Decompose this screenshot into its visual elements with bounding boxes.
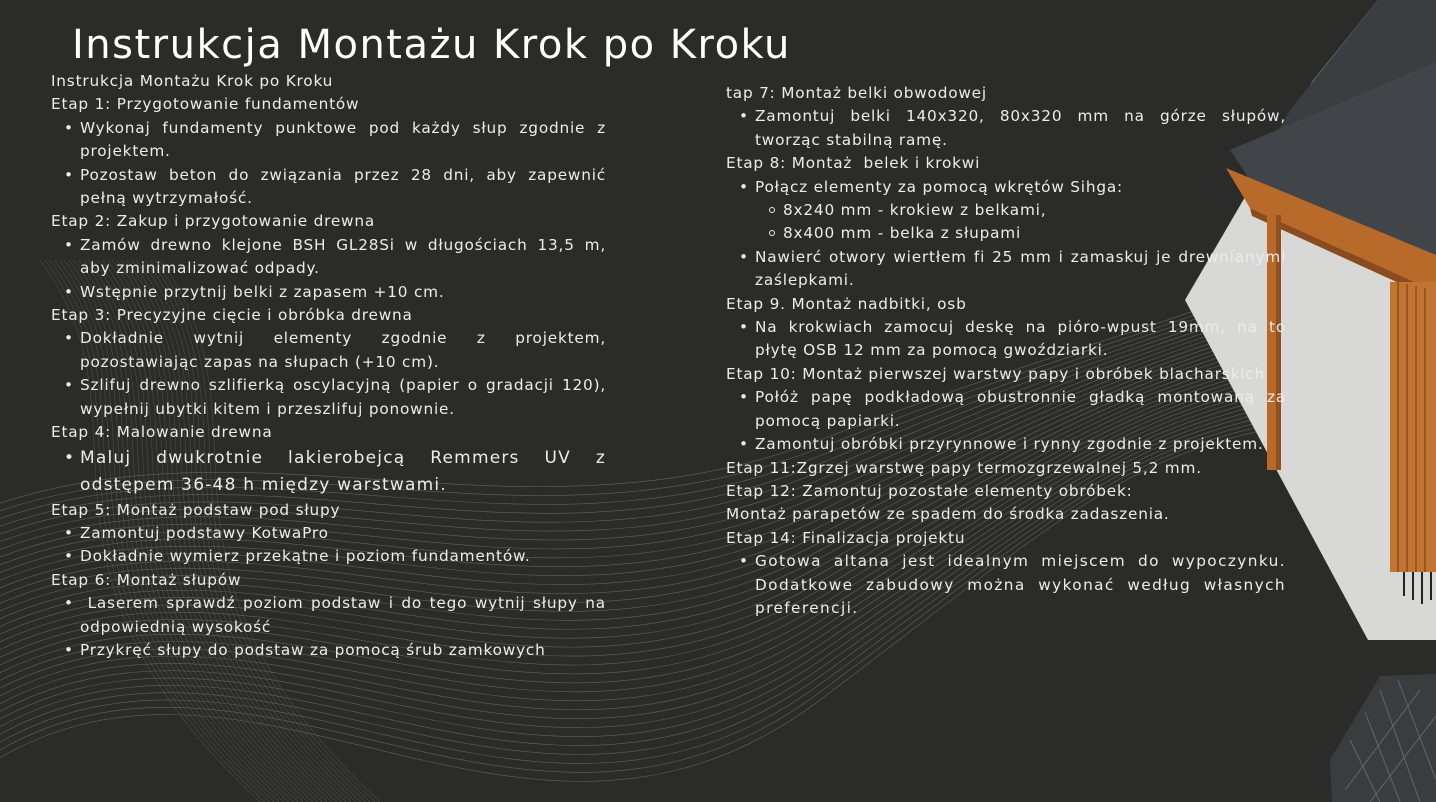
list-item: • Połącz elementy za pomocą wkrętów Sihga: bbox=[726, 176, 1286, 199]
etap-3-heading: Etap 3: Precyzyjne cięcie i obróbka drewna bbox=[51, 306, 413, 325]
gazebo-post-right bbox=[1390, 282, 1436, 572]
list-item: • Wstępnie przytnij belki z zapasem +10 cm. bbox=[51, 281, 606, 304]
list-item: • Zamontuj obróbki przyrynnowe i rynny zgodnie z projektem. bbox=[726, 433, 1286, 456]
etap-9-heading: Etap 9. Montaż nadbitki, osb bbox=[726, 294, 967, 313]
etap-1-heading: Etap 1: Przygotowanie fundamentów bbox=[51, 95, 360, 114]
etap-14-heading: Etap 14: Finalizacja projektu bbox=[726, 528, 966, 547]
etap-13-line: Montaż parapetów ze spadem do środka zadaszenia. bbox=[726, 505, 1170, 524]
etap-6-heading: Etap 6: Montaż słupów bbox=[51, 570, 242, 589]
subtitle: Instrukcja Montażu Krok po Kroku bbox=[51, 72, 334, 90]
list-item: • Zamontuj podstawy KotwaPro bbox=[51, 522, 606, 545]
list-item: • Wykonaj fundamenty punktowe pod każdy słup zgodnie z projektem. bbox=[51, 117, 606, 164]
list-item: • Przykręć słupy do podstaw za pomocą śrub zamkowych bbox=[51, 639, 606, 662]
list-item: • Dokładnie wymierz przekątne i poziom fundamentów. bbox=[51, 545, 606, 568]
sub-list-item: 8x240 mm - krokiew z belkami, bbox=[726, 199, 1286, 222]
etap-4-heading: Etap 4: Malowanie drewna bbox=[51, 423, 273, 442]
list-item: • Gotowa altana jest idealnym miejscem do wypoczynku. Dodatkowe zabudowy można wykonać według własnych preferencji. bbox=[726, 550, 1286, 620]
list-item: • Pozostaw beton do związania przez 28 dni, aby zapewnić pełną wytrzymałość. bbox=[51, 164, 606, 211]
list-item: • Maluj dwukrotnie lakierobejcą Remmers UV z odstępem 36-48 h między warstwami. bbox=[51, 445, 606, 499]
etap-8-list bbox=[726, 176, 1286, 199]
etap-7-heading: tap 7: Montaż belki obwodowej bbox=[726, 84, 987, 102]
page-title: Instrukcja Montażu Krok po Kroku bbox=[72, 22, 791, 68]
list-item: • Na krokwiach zamocuj deskę na pióro-wpust 19mm, na to płytę OSB 12 mm za pomocą gwoździarki. bbox=[726, 316, 1286, 363]
etap-12-heading: Etap 12: Zamontuj pozostałe elementy obróbek: bbox=[726, 481, 1133, 500]
etap-5-list bbox=[51, 522, 606, 569]
etap-11-heading: Etap 11:Zgrzej warstwę papy termozgrzewalnej 5,2 mm. bbox=[726, 458, 1202, 477]
etap-8-sublist bbox=[726, 199, 1286, 246]
etap-4-list bbox=[51, 445, 606, 499]
instructions-right-column bbox=[726, 82, 1286, 620]
list-item: • Szlifuj drewno szlifierką oscylacyjną (papier o gradacji 120), wypełnij ubytki kitem i przeszlifuj ponownie. bbox=[51, 374, 606, 421]
etap-14-list bbox=[726, 550, 1286, 620]
etap-5-heading: Etap 5: Montaż podstaw pod słupy bbox=[51, 500, 341, 519]
list-item: • Nawierć otwory wiertłem fi 25 mm i zamaskuj je drewnianymi zaślepkami. bbox=[726, 246, 1286, 293]
etap-7-list bbox=[726, 105, 1286, 152]
list-item: • Zamontuj belki 140x320, 80x320 mm na górze słupów, tworząc stabilną ramę. bbox=[726, 105, 1286, 152]
list-item: • Laserem sprawdź poziom podstaw i do tego wytnij słupy na odpowiednią wysokość bbox=[51, 592, 606, 639]
etap-6-list bbox=[51, 592, 612, 662]
list-item: • Zamów drewno klejone BSH GL28Si w długościach 13,5 m, aby zminimalizować odpady. bbox=[51, 234, 606, 281]
etap-10-heading: Etap 10: Montaż pierwszej warstwy papy i obróbek blacharskich bbox=[726, 364, 1265, 383]
etap-8-list-2 bbox=[726, 246, 1286, 293]
list-item: • Dokładnie wytnij elementy zgodnie z projektem, pozostawiając zapas na słupach (+10 cm). bbox=[51, 327, 606, 374]
instructions-left-column bbox=[51, 70, 612, 662]
etap-8-heading: Etap 8: Montaż belek i krokwi bbox=[726, 154, 981, 173]
etap-2-list bbox=[51, 234, 606, 304]
etap-2-heading: Etap 2: Zakup i przygotowanie drewna bbox=[51, 212, 376, 231]
etap-3-list bbox=[51, 327, 606, 421]
sub-list-item: 8x400 mm - belka z słupami bbox=[726, 222, 1286, 245]
etap-9-list bbox=[726, 316, 1286, 363]
etap-1-list bbox=[51, 117, 606, 211]
list-item: • Połóż papę podkładową obustronnie gładką montowaną za pomocą papiarki. bbox=[726, 386, 1286, 433]
etap-10-list bbox=[726, 386, 1286, 456]
